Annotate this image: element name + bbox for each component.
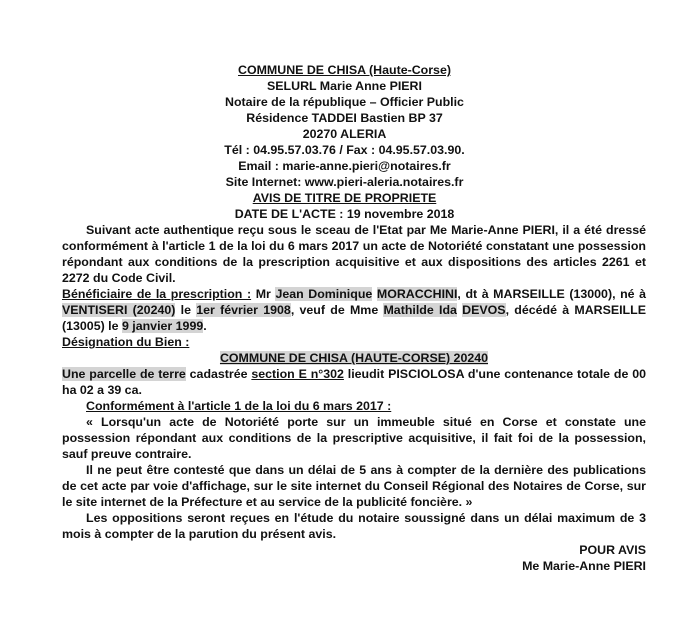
- deed-date: DATE DE L'ACTE : 19 novembre 2018: [234, 207, 455, 221]
- beneficiary-le-1: le: [180, 303, 191, 317]
- notary-website: Site Internet: www.pieri-aleria.notaires.fr: [225, 175, 464, 189]
- notice-header: [0, 62, 689, 222]
- property-commune-line: [62, 350, 646, 366]
- notary-phone-fax: Tél : 04.95.57.03.76 / Fax : 04.95.57.03.90.: [224, 143, 465, 157]
- beneficiary-widower: , veuf de Mme: [290, 303, 379, 317]
- pour-avis: POUR AVIS: [579, 543, 646, 557]
- beneficiary-birthplace: VENTISERI (20240): [62, 303, 176, 317]
- law-title: Conformément à l'article 1 de la loi du 6 mars 2017 :: [86, 399, 392, 413]
- notary-city: 20270 ALERIA: [302, 127, 387, 141]
- notice-body: [62, 222, 646, 574]
- parcel-cadastre-label: cadastrée: [185, 367, 252, 381]
- oppositions-paragraph: Les oppositions seront reçues en l'étude du notaire soussigné dans un délai maximum de 3 mois à compter de la parution du présent avis.: [62, 511, 646, 541]
- beneficiary-residence: , dt à MARSEILLE (13000), né à: [457, 287, 647, 301]
- notary-email: Email : marie-anne.pieri@notaires.fr: [238, 159, 451, 173]
- beneficiary-death-place: , décédé à MARSEILLE (13005) le: [62, 303, 646, 333]
- spouse-first-names: Mathilde Ida: [383, 303, 457, 317]
- parcel-paragraph: [62, 366, 646, 398]
- quote-paragraph-1: « Lorsqu'un acte de Notoriété porte sur un immeuble situé en Corse et constate une possession répondant aux conditions de la prescriptive acquisitive, il fait foi de la possession, sauf preuve contraire.: [62, 415, 646, 461]
- quote-paragraph-2: Il ne peut être contesté que dans un délai de 5 ans à compter de la dernière des publications de cet acte par voie d'affichage, sur le site internet du Conseil Régional des Notaires de Corse, sur le site internet de la Préfecture et au service de la publicité foncière. »: [62, 463, 646, 509]
- beneficiary-label: Bénéficiaire de la prescription :: [62, 287, 252, 301]
- notary-firm: SELURL Marie Anne PIERI: [267, 79, 422, 93]
- beneficiary-title: Mr: [255, 287, 271, 301]
- parcel-section: section E n°302: [251, 367, 344, 381]
- intro-paragraph: Suivant acte authentique reçu sous le sceau de l'Etat par Me Marie-Anne PIERI, il a été dressé conformément à l'article 1 de la loi du 6 mars 2017 un acte de Notoriété constatant une possession répondant aux conditions de la prescription acquisitive et aux dispositions des articles 2261 et 2272 du Code Civil.: [62, 223, 646, 285]
- beneficiary-surname: MORACCHINI: [376, 287, 458, 301]
- beneficiary-deathdate: 9 janvier 1999: [121, 319, 204, 333]
- beneficiary-end: .: [203, 319, 207, 333]
- notary-role: Notaire de la république – Officier Public: [225, 95, 464, 109]
- beneficiary-birthdate: 1er février 1908: [196, 303, 291, 317]
- beneficiary-first-names: Jean Dominique: [275, 287, 373, 301]
- parcel-type: Une parcelle de terre: [62, 367, 186, 381]
- property-commune: COMMUNE DE CHISA (HAUTE-CORSE) 20240: [219, 351, 489, 365]
- designation-label: Désignation du Bien :: [62, 335, 190, 349]
- law-title-line: [62, 398, 646, 414]
- spouse-surname: DEVOS: [462, 303, 506, 317]
- designation-line: [62, 334, 646, 350]
- commune-heading: COMMUNE DE CHISA (Haute-Corse): [238, 63, 451, 77]
- notary-address: Résidence TADDEI Bastien BP 37: [246, 111, 443, 125]
- notary-signature: Me Marie-Anne PIERI: [522, 559, 646, 573]
- parcel-details: lieudit PISCIOLOSA d'une contenance totale de 00 ha 02 a 39 ca.: [62, 367, 646, 397]
- notice-title: AVIS DE TITRE DE PROPRIETE: [252, 191, 437, 205]
- beneficiary-paragraph: [62, 286, 646, 334]
